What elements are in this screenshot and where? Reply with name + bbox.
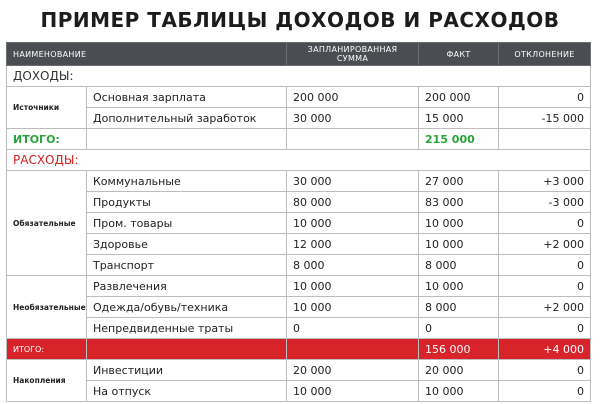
row-planned: 10 000 (287, 297, 419, 318)
row-actual: 0 (419, 318, 499, 339)
page-title: ПРИМЕР ТАБЛИЦЫ ДОХОДОВ И РАСХОДОВ (40, 8, 560, 32)
row-planned: 0 (287, 318, 419, 339)
row-planned: 10 000 (287, 276, 419, 297)
table-row (7, 234, 591, 255)
row-deviation: +2 000 (499, 297, 591, 318)
row-deviation: 0 (499, 255, 591, 276)
row-planned: 10 000 (287, 213, 419, 234)
expenses-total-actual: 156 000 (419, 339, 499, 360)
table-row (7, 213, 591, 234)
expenses-section-label: РАСХОДЫ: (7, 150, 591, 171)
row-deviation: 0 (499, 276, 591, 297)
row-deviation: 0 (499, 87, 591, 108)
row-actual: 27 000 (419, 171, 499, 192)
table-row (7, 255, 591, 276)
income-total-row (7, 129, 591, 150)
budget-table (6, 42, 591, 402)
row-planned: 80 000 (287, 192, 419, 213)
row-name: Пром. товары (87, 213, 287, 234)
row-name: Непредвиденные траты (87, 318, 287, 339)
row-actual: 83 000 (419, 192, 499, 213)
table-row (7, 318, 591, 339)
row-planned: 8 000 (287, 255, 419, 276)
table-row (7, 108, 591, 129)
row-actual: 10 000 (419, 234, 499, 255)
table-row (7, 297, 591, 318)
row-name: Развлечения (87, 276, 287, 297)
expenses-total-row (7, 339, 591, 360)
row-name: Здоровье (87, 234, 287, 255)
row-deviation: 0 (499, 318, 591, 339)
income-section-label: ДОХОДЫ: (7, 66, 591, 87)
income-group-label: Источники (7, 87, 87, 129)
column-header-name: НАИМЕНОВАНИЕ (7, 43, 287, 66)
income-section-row (7, 66, 591, 87)
expenses-total-deviation: +4 000 (499, 339, 591, 360)
table-row (7, 87, 591, 108)
row-name: Коммунальные (87, 171, 287, 192)
table-row (7, 171, 591, 192)
table-row (7, 276, 591, 297)
row-planned: 20 000 (287, 360, 419, 381)
row-deviation: 0 (499, 381, 591, 402)
row-actual: 10 000 (419, 213, 499, 234)
expenses-section-row (7, 150, 591, 171)
row-name: Транспорт (87, 255, 287, 276)
income-total-label: ИТОГО: (7, 129, 87, 150)
table-row (7, 192, 591, 213)
row-deviation: 0 (499, 360, 591, 381)
income-total-actual: 215 000 (419, 129, 499, 150)
row-deviation: +3 000 (499, 171, 591, 192)
row-planned: 12 000 (287, 234, 419, 255)
row-actual: 10 000 (419, 381, 499, 402)
row-planned: 30 000 (287, 108, 419, 129)
row-deviation: 0 (499, 213, 591, 234)
header-row (7, 43, 591, 66)
row-deviation: -15 000 (499, 108, 591, 129)
row-actual: 10 000 (419, 276, 499, 297)
column-header-actual: ФАКТ (419, 43, 499, 66)
column-header-planned: ЗАПЛАНИРОВАННАЯ СУММА (287, 43, 419, 66)
row-name: Продукты (87, 192, 287, 213)
row-actual: 8 000 (419, 297, 499, 318)
row-actual: 20 000 (419, 360, 499, 381)
required-group-label: Обязательные (7, 171, 87, 276)
row-planned: 10 000 (287, 381, 419, 402)
row-name: Инвестиции (87, 360, 287, 381)
row-name: Дополнительный заработок (87, 108, 287, 129)
row-planned: 30 000 (287, 171, 419, 192)
row-deviation: +2 000 (499, 234, 591, 255)
row-actual: 15 000 (419, 108, 499, 129)
row-actual: 200 000 (419, 87, 499, 108)
row-name: На отпуск (87, 381, 287, 402)
optional-group-label: Необязательные (7, 276, 87, 339)
savings-group-label: Накопления (7, 360, 87, 402)
row-name: Основная зарплата (87, 87, 287, 108)
column-header-deviation: ОТКЛОНЕНИЕ (499, 43, 591, 66)
row-deviation: -3 000 (499, 192, 591, 213)
table-row (7, 381, 591, 402)
row-planned: 200 000 (287, 87, 419, 108)
row-name: Одежда/обувь/техника (87, 297, 287, 318)
row-actual: 8 000 (419, 255, 499, 276)
expenses-total-label: ИТОГО: (7, 339, 87, 360)
table-row (7, 360, 591, 381)
